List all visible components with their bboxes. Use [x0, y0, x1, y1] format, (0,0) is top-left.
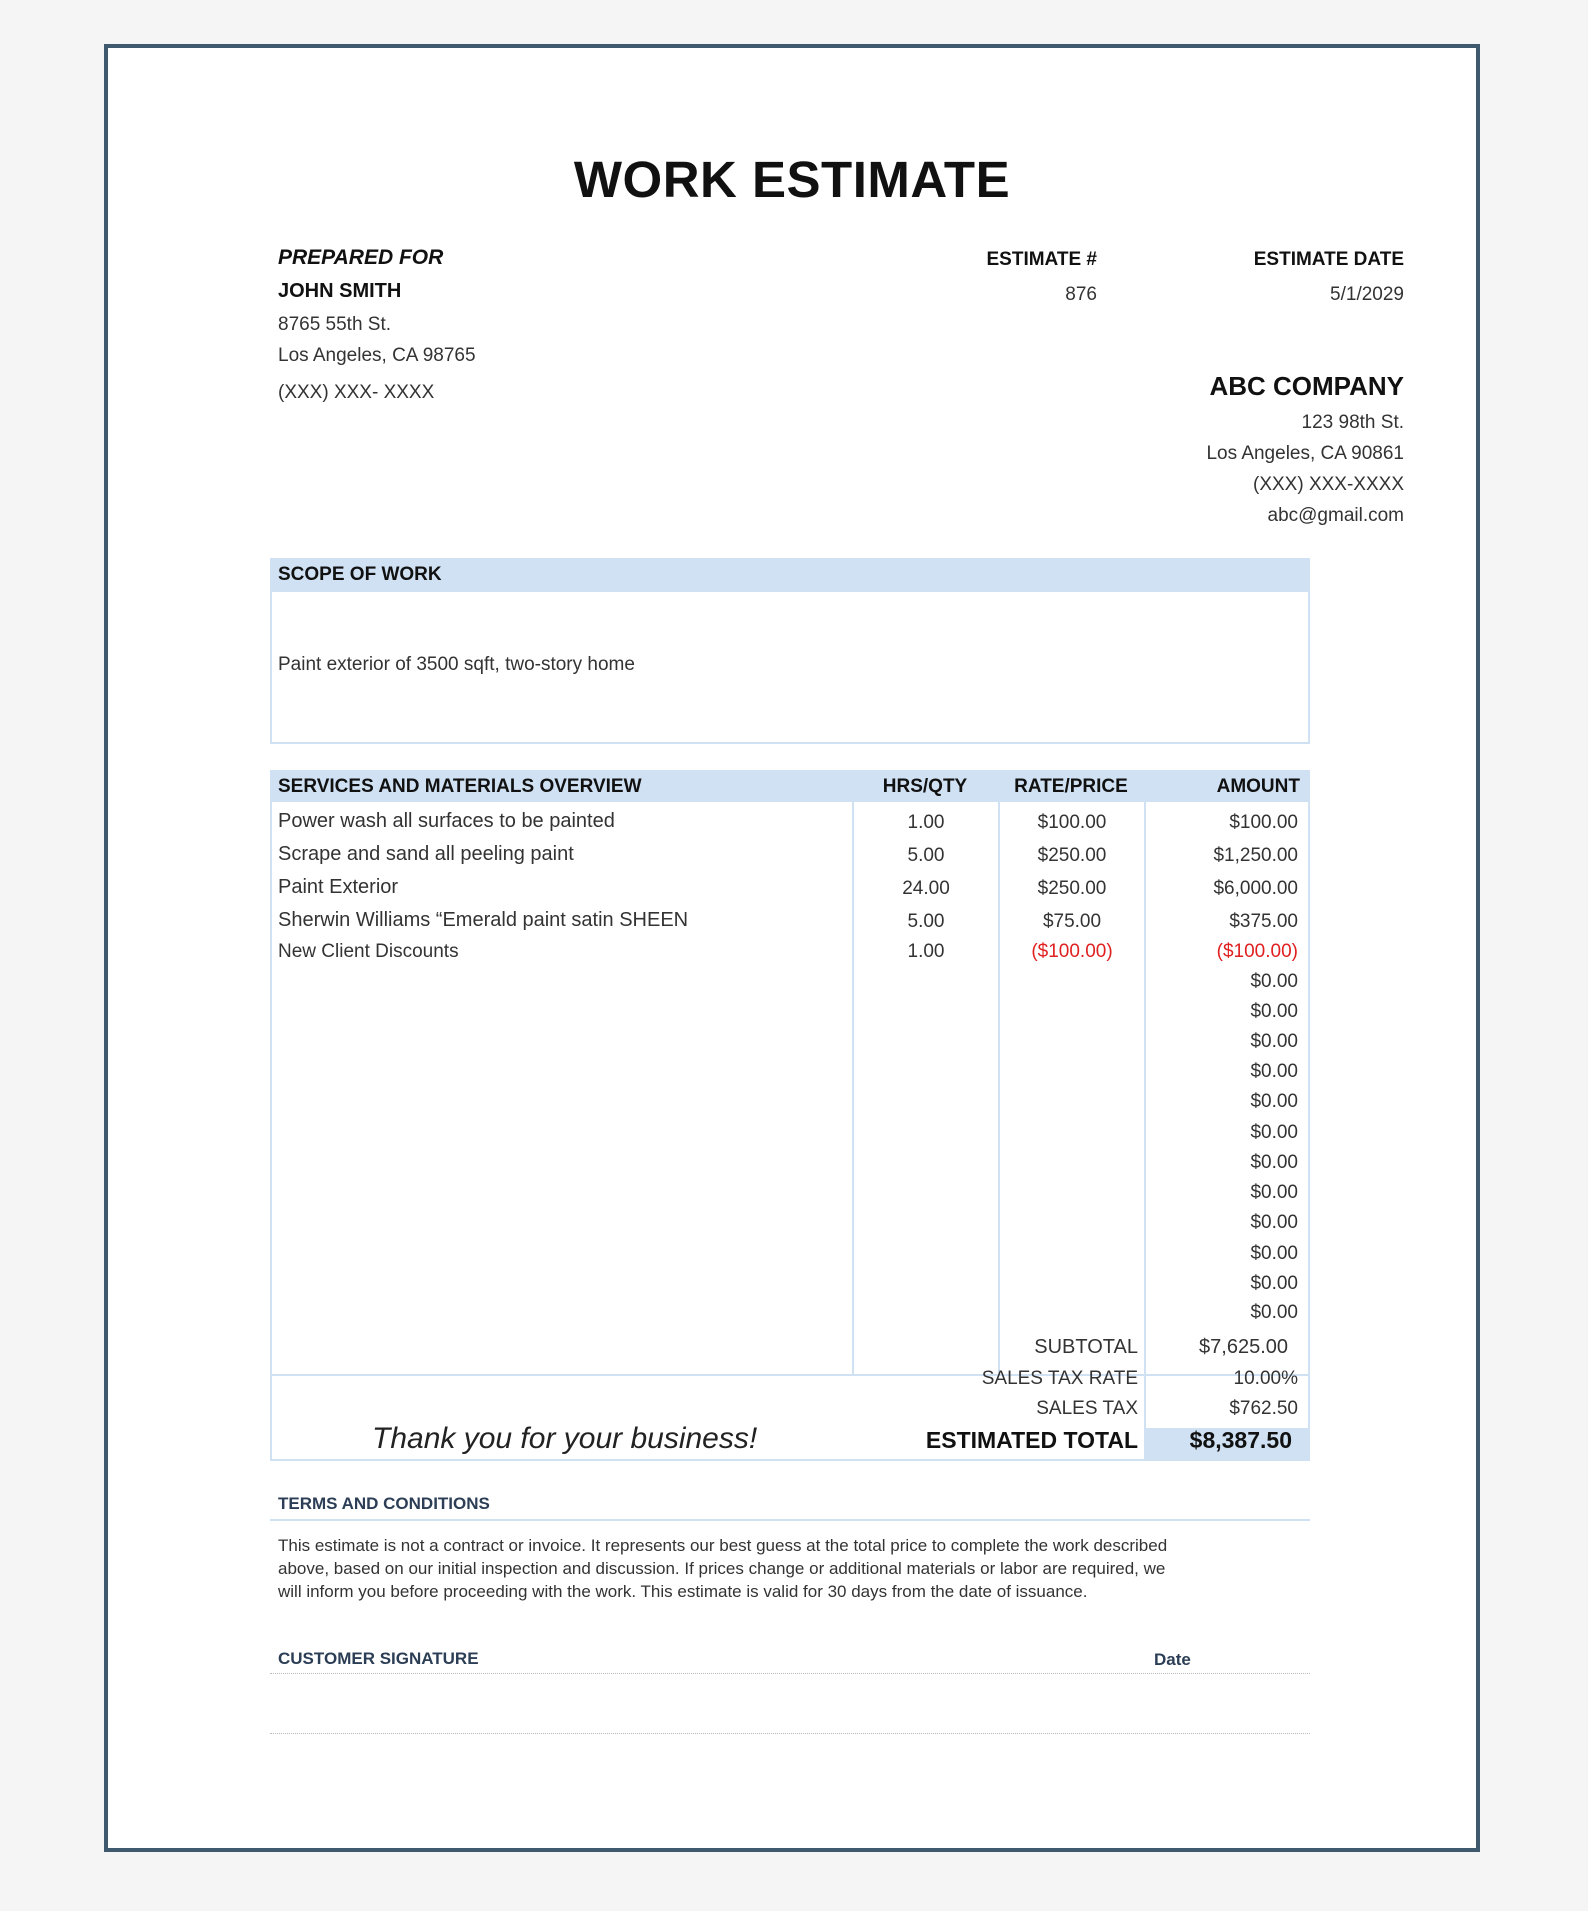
estimate-date-value: 5/1/2029 [1330, 284, 1404, 305]
item-description: Power wash all surfaces to be painted [278, 810, 615, 832]
item-rate: $75.00 [1042, 911, 1102, 932]
item-qty: 1.00 [907, 812, 945, 833]
company-name: ABC COMPANY [1209, 371, 1404, 401]
item-description: Scrape and sand all peeling paint [278, 843, 574, 865]
empty-amount: $0.00 [1250, 1243, 1298, 1264]
sales-tax-label: SALES TAX [1036, 1398, 1138, 1419]
empty-amount: $0.00 [1250, 971, 1298, 992]
tax-rate-label: SALES TAX RATE [981, 1368, 1138, 1389]
header-amount: AMOUNT [1216, 776, 1300, 797]
terms-divider [270, 1519, 1310, 1521]
empty-amount: $0.00 [1250, 1273, 1298, 1294]
empty-amount: $0.00 [1250, 1001, 1298, 1022]
item-description: Sherwin Williams “Emerald paint satin SHEEN [278, 909, 689, 931]
item-rate: ($100.00) [1031, 941, 1113, 962]
empty-amount: $0.00 [1250, 1152, 1298, 1173]
item-description: Paint Exterior [278, 876, 399, 898]
sales-tax-value: $762.50 [1229, 1398, 1298, 1419]
scope-header: SCOPE OF WORK [270, 558, 1310, 592]
client-name: JOHN SMITH [278, 280, 402, 302]
estimate-number-label: ESTIMATE # [986, 249, 1097, 270]
header-rate: RATE/PRICE [1014, 776, 1128, 797]
client-address-2: Los Angeles, CA 98765 [278, 345, 476, 366]
header-qty: HRS/QTY [882, 776, 968, 797]
subtotal-value: $7,625.00 [1199, 1336, 1288, 1358]
estimate-date-label: ESTIMATE DATE [1253, 249, 1404, 270]
prepared-for-label: PREPARED FOR [278, 246, 444, 269]
total-label: ESTIMATED TOTAL [925, 1427, 1138, 1453]
item-rate: $250.00 [1037, 845, 1107, 866]
empty-amount: $0.00 [1250, 1122, 1298, 1143]
thank-you-message: Thank you for your business! [372, 1422, 758, 1455]
subtotal-label: SUBTOTAL [1034, 1336, 1138, 1358]
client-phone: (XXX) XXX- XXXX [278, 382, 435, 403]
total-value: $8,387.50 [1189, 1427, 1292, 1453]
item-rate: $100.00 [1037, 812, 1107, 833]
item-qty: 1.00 [907, 941, 945, 962]
page-title: WORK ESTIMATE [573, 151, 1011, 208]
terms-line: This estimate is not a contract or invoice. It represents our best guess at the total price to complete the work described [278, 1536, 1168, 1555]
item-qty: 5.00 [907, 845, 945, 866]
estimate-page [104, 44, 1480, 1852]
item-amount: $100.00 [1229, 812, 1298, 833]
item-qty: 24.00 [902, 878, 950, 899]
terms-header: TERMS AND CONDITIONS [278, 1494, 490, 1513]
terms-line: above, based on our initial inspection and discussion. If prices change or additional materials or labor are required, we [278, 1559, 1166, 1578]
item-amount: $1,250.00 [1213, 845, 1298, 866]
empty-amount: $0.00 [1250, 1212, 1298, 1233]
item-qty: 5.00 [907, 911, 945, 932]
empty-amount: $0.00 [1250, 1091, 1298, 1112]
signature-line[interactable] [270, 1673, 1310, 1674]
item-amount: $375.00 [1229, 911, 1298, 932]
item-amount: $6,000.00 [1213, 878, 1298, 899]
signature-line[interactable] [270, 1733, 1310, 1734]
header-description: SERVICES AND MATERIALS OVERVIEW [278, 776, 642, 797]
scope-text: Paint exterior of 3500 sqft, two-story home [278, 654, 635, 675]
signature-label: CUSTOMER SIGNATURE [278, 1649, 479, 1668]
item-rate: $250.00 [1037, 878, 1107, 899]
item-description: New Client Discounts [278, 941, 459, 962]
company-email: abc@gmail.com [1267, 505, 1404, 526]
company-address-2: Los Angeles, CA 90861 [1206, 443, 1404, 464]
empty-amount: $0.00 [1250, 1182, 1298, 1203]
company-address-1: 123 98th St. [1301, 412, 1404, 433]
estimate-number-value: 876 [1065, 284, 1097, 305]
services-header-row [270, 770, 1310, 802]
terms-text [278, 1534, 1167, 1603]
terms-line: will inform you before proceeding with the work. This estimate is valid for 30 days from the date of issuance. [278, 1582, 1088, 1601]
empty-amount: $0.00 [1250, 1061, 1298, 1082]
empty-amount: $0.00 [1250, 1302, 1298, 1323]
signature-date-label: Date [1154, 1650, 1191, 1669]
empty-amount: $0.00 [1250, 1031, 1298, 1052]
item-amount: ($100.00) [1216, 941, 1298, 962]
tax-rate-value: 10.00% [1233, 1368, 1298, 1389]
company-phone: (XXX) XXX-XXXX [1253, 474, 1404, 495]
client-address-1: 8765 55th St. [278, 314, 392, 335]
